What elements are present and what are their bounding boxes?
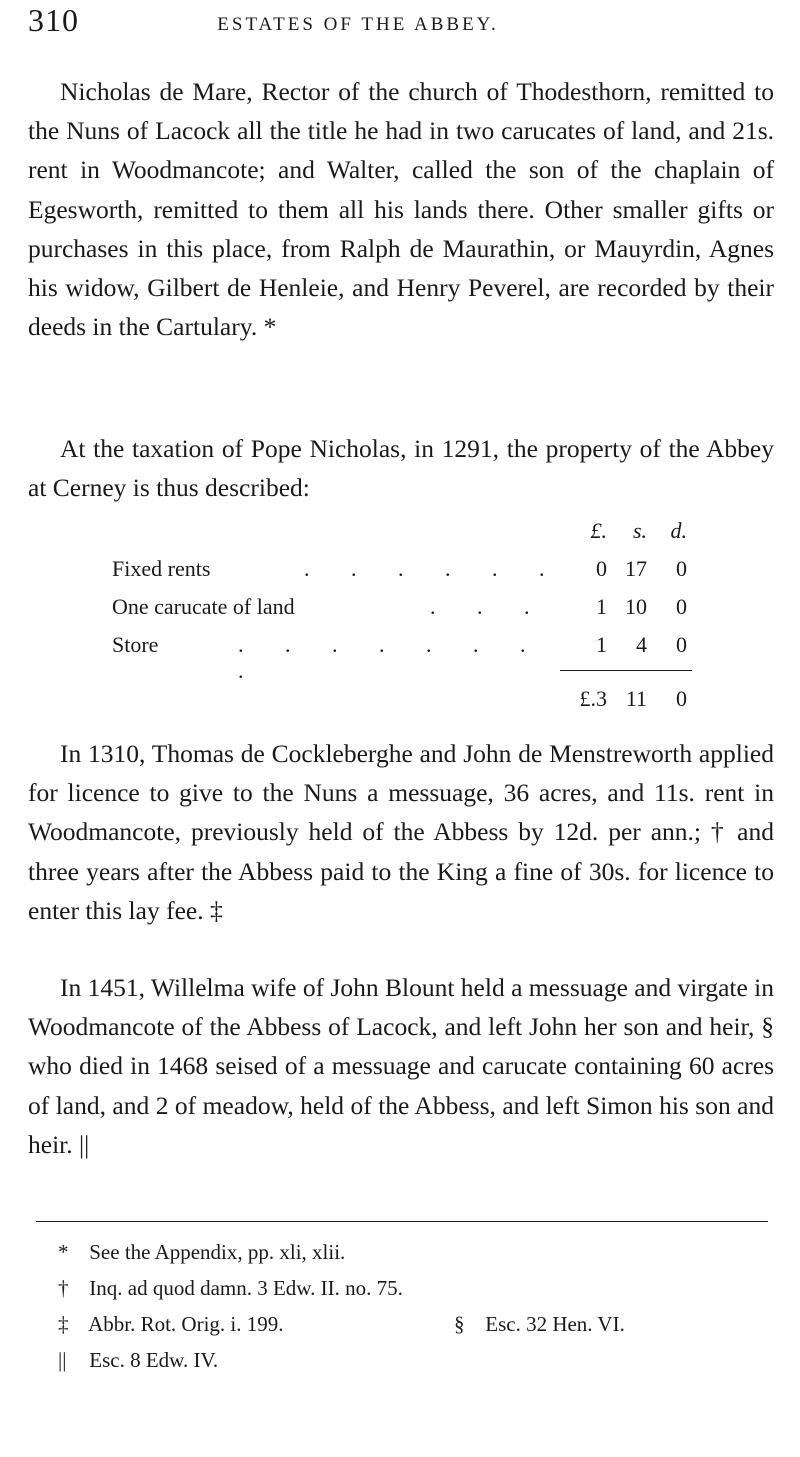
row-pence: 0 [676,594,687,619]
footnote-mark: ‡ [58,1312,69,1336]
table-header-row [112,518,712,554]
paragraph-1 [28,72,774,346]
paragraph-2 [28,429,774,507]
leader-dots: . . . . . . . . [238,632,544,683]
row-shillings: 10 [625,594,647,619]
paragraph-4 [28,968,774,1164]
footnote-text: Inq. ad quod damn. 3 Edw. II. no. 75. [89,1276,403,1300]
footnote-rule [36,1221,768,1222]
paragraph-3 [28,734,774,930]
header-shillings: s. [632,518,647,543]
row-shillings: 4 [636,632,647,657]
footnote [58,1276,403,1312]
footnote [58,1312,778,1348]
total-pence: 0 [676,686,687,711]
footnote-mark: * [58,1240,69,1264]
running-title: ESTATES OF THE ABBEY. [217,14,499,35]
row-pounds: 1 [596,594,607,619]
paragraph-2-text: At the taxation of Pope Nicholas, in 1291, the property of the Abbey at Cerney is thus described: [28,434,774,503]
header-pounds: £. [590,518,607,543]
leader-dots: . . . [430,594,548,619]
total-shillings: 11 [625,686,647,711]
footnote-text: Esc. 8 Edw. IV. [89,1348,219,1372]
row-pounds: 0 [596,556,607,581]
row-label: Store [112,632,159,657]
header-pence: d. [670,518,687,543]
footnote-text: Esc. 32 Hen. VI. [485,1312,625,1336]
row-pence: 0 [676,556,687,581]
page-number: 310 [28,2,79,38]
page-header [28,2,768,42]
footnote-second [454,1312,625,1337]
row-shillings: 17 [625,556,647,581]
leader-dots: . . . . . . [304,556,563,581]
footnote-mark: § [454,1312,465,1336]
footnote [58,1240,345,1276]
paragraph-1-text: Nicholas de Mare, Rector of the church of Thodesthorn, remitted to the Nuns of Lacock all the title he had in two carucates of land, and 21s. rent in Woodmancote; and Walter, called the son of the chaplain of Egesworth, remitted to them all his lands there. Other smaller gifts or purchases in this place, from Ralph de Maurathin, or Mauyrdin, Agnes his widow, Gilbert de Henleie, and Henry Peverel, are recorded by their deeds in the Cartulary. * [28,77,774,342]
row-pence: 0 [676,632,687,657]
footnote-mark: || [58,1348,67,1372]
table-row [112,632,712,683]
table-row [112,556,712,592]
total-pounds: £.3 [579,686,607,711]
table-row [112,594,712,630]
total-rule [560,670,692,671]
paragraph-3-text: In 1310, Thomas de Cockleberghe and John de Menstreworth applied for licence to give to the Nuns a messuage, 36 acres, and 11s. rent in Woodmancote, previously held of the Abbess by 12d. per ann.; † and three years after the Abbess paid to the King a fine of 30s. for licence to enter this lay fee. ‡ [28,739,774,925]
footnote-text: Abbr. Rot. Orig. i. 199. [88,1312,284,1336]
paragraph-4-text: In 1451, Willelma wife of John Blount held a messuage and virgate in Woodmancote of the Abbess of Lacock, and left John her son and heir, § who died in 1468 seised of a messuage and carucate containing 60 acres of land, and 2 of meadow, held of the Abbess, and left Simon his son and heir. || [28,973,775,1159]
table-total-row [112,686,712,722]
row-label: Fixed rents [112,556,211,581]
footnote-text: See the Appendix, pp. xli, xlii. [89,1240,346,1264]
footnote [58,1348,218,1384]
row-label: One carucate of land [112,594,295,619]
row-pounds: 1 [596,632,607,657]
footnote-mark: † [58,1276,69,1300]
